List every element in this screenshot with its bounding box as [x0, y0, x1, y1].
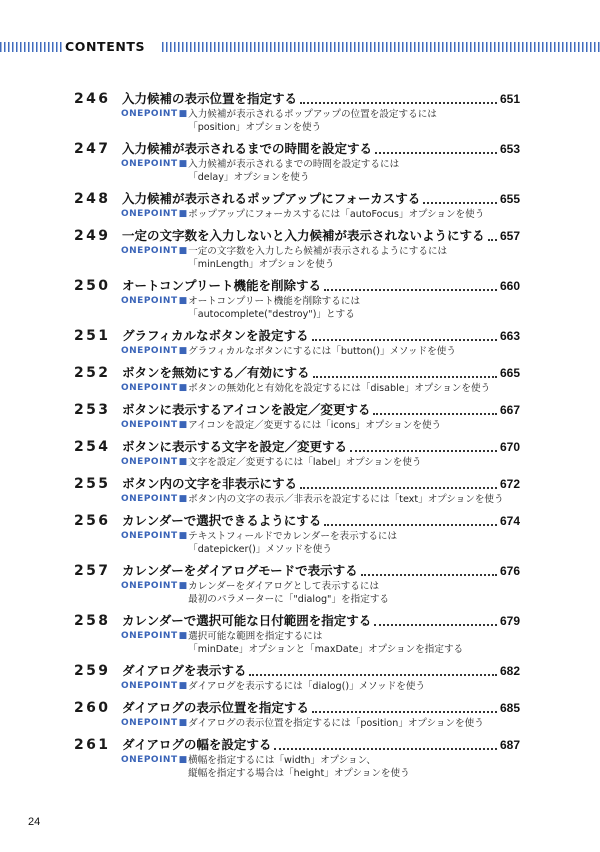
toc-entry[interactable] [74, 475, 520, 506]
dot-leader [324, 288, 497, 291]
onepoint-note [74, 245, 520, 271]
toc-entry[interactable] [74, 612, 520, 656]
onepoint-note [74, 295, 520, 321]
entry-number: 260 [74, 700, 111, 716]
entry-number: 248 [74, 191, 111, 207]
entry-number: 261 [74, 737, 111, 753]
toc-entry-heading[interactable] [74, 401, 520, 419]
onepoint-text [188, 208, 520, 221]
onepoint-label: ONEPOINT [121, 718, 178, 728]
entry-number: 251 [74, 328, 111, 344]
square-bullet-icon: ■ [178, 581, 188, 591]
dot-leader [324, 523, 497, 526]
square-bullet-icon: ■ [178, 246, 188, 256]
toc-entry-heading[interactable] [74, 190, 520, 208]
square-bullet-icon: ■ [178, 109, 188, 119]
entry-number: 257 [74, 563, 111, 579]
toc-entry[interactable] [74, 736, 520, 780]
toc-entry-heading[interactable] [74, 364, 520, 382]
entry-page-number[interactable]: 672 [499, 477, 520, 491]
entry-title[interactable]: 入力候補が表示されるポップアップにフォーカスする [122, 191, 421, 206]
onepoint-note [74, 456, 520, 469]
entry-title[interactable]: カレンダーで選択可能な日付範囲を指定する [122, 613, 372, 628]
square-bullet-icon: ■ [178, 383, 188, 393]
square-bullet-icon: ■ [178, 420, 188, 430]
onepoint-line: グラフィカルなボタンにするには「button()」メソッドを使う [188, 346, 456, 357]
entry-title[interactable]: ボタンに表示する文字を設定／変更する [122, 439, 348, 454]
entry-page-number[interactable]: 660 [499, 279, 520, 293]
square-bullet-icon: ■ [178, 209, 188, 219]
onepoint-line: カレンダーをダイアログとして表示するには [188, 581, 380, 592]
entry-title[interactable]: 入力候補が表示されるまでの時間を設定する [122, 141, 373, 156]
entry-title[interactable]: ボタン内の文字を非表示にする [122, 476, 298, 491]
entry-title[interactable]: ダイアログの表示位置を指定する [122, 700, 309, 715]
entry-page-number[interactable]: 657 [499, 229, 520, 243]
onepoint-line: 「datepicker()」メソッドを使う [188, 544, 332, 555]
contents-header [0, 38, 600, 56]
onepoint-text [188, 680, 520, 693]
onepoint-label: ONEPOINT [121, 631, 178, 641]
onepoint-line: ダイアログの表示位置を指定するには「position」オプションを使う [188, 718, 484, 729]
toc-entry[interactable] [74, 277, 520, 321]
onepoint-text [188, 456, 520, 469]
onepoint-line: 入力候補が表示されるまでの時間を設定するには [188, 159, 400, 170]
entry-page-number[interactable]: 682 [499, 664, 520, 678]
page-title: CONTENTS [65, 39, 146, 54]
entry-page-number[interactable]: 679 [499, 614, 520, 628]
toc-entry[interactable] [74, 562, 520, 606]
toc-entry-heading[interactable] [74, 736, 520, 754]
onepoint-label: ONEPOINT [121, 383, 178, 393]
entry-page-number[interactable]: 676 [499, 564, 520, 578]
toc-entry-heading[interactable] [74, 227, 520, 245]
onepoint-label: ONEPOINT [121, 494, 178, 504]
entry-number: 249 [74, 228, 111, 244]
square-bullet-icon: ■ [178, 457, 188, 467]
entry-number: 253 [74, 402, 111, 418]
onepoint-text [188, 493, 520, 506]
onepoint-line: 一定の文字数を入力したら候補が表示されるようにするには [188, 246, 448, 257]
toc-entry-heading[interactable] [74, 612, 520, 630]
onepoint-line: 「position」オプションを使う [188, 122, 322, 133]
onepoint-text [188, 245, 520, 271]
entry-title[interactable]: カレンダーをダイアログモードで表示する [122, 563, 358, 578]
onepoint-line: 選択可能な範囲を指定するには [188, 631, 323, 642]
onepoint-note [74, 208, 520, 221]
onepoint-line: ボタン内の文字の表示／非表示を設定するには「text」オプションを使う [188, 494, 504, 505]
toc-entry[interactable] [74, 512, 520, 556]
onepoint-label: ONEPOINT [121, 209, 178, 219]
onepoint-label: ONEPOINT [121, 531, 178, 541]
onepoint-line: 最初のパラメーターに「"dialog"」を指定する [188, 594, 390, 605]
square-bullet-icon: ■ [178, 631, 188, 641]
onepoint-label: ONEPOINT [121, 109, 178, 119]
toc-entry[interactable] [74, 227, 520, 271]
toc-entry-heading[interactable] [74, 438, 520, 456]
dot-leader [373, 412, 497, 415]
entry-title[interactable]: 入力候補の表示位置を指定する [122, 91, 298, 106]
onepoint-line: 「minLength」オプションを使う [188, 259, 335, 270]
onepoint-note [74, 382, 520, 395]
entry-page-number[interactable]: 663 [499, 329, 520, 343]
onepoint-line: 「minDate」オプションと「maxDate」オプションを指定する [188, 644, 464, 655]
onepoint-line: 横幅を指定するには「width」オプション、 [188, 755, 377, 766]
square-bullet-icon: ■ [178, 718, 188, 728]
square-bullet-icon: ■ [178, 494, 188, 504]
onepoint-note [74, 680, 520, 693]
onepoint-line: テキストフィールドでカレンダーを表示するには [188, 531, 398, 542]
dot-leader [423, 201, 497, 204]
onepoint-note [74, 754, 520, 780]
onepoint-line: 文字を設定／変更するには「label」オプションを使う [188, 457, 422, 468]
square-bullet-icon: ■ [178, 346, 188, 356]
onepoint-label: ONEPOINT [121, 246, 178, 256]
onepoint-text [188, 754, 520, 780]
entry-title[interactable]: オートコンプリート機能を削除する [122, 278, 322, 293]
onepoint-line: 縦幅を指定する場合は「height」オプションを使う [188, 768, 410, 779]
entry-page-number[interactable]: 655 [499, 192, 520, 206]
dot-leader [488, 238, 497, 241]
onepoint-label: ONEPOINT [121, 457, 178, 467]
dot-leader [312, 710, 497, 713]
onepoint-note [74, 530, 520, 556]
onepoint-note [74, 580, 520, 606]
toc-entry[interactable] [74, 438, 520, 469]
onepoint-label: ONEPOINT [121, 755, 178, 765]
dot-leader [300, 486, 497, 489]
toc-entry[interactable] [74, 140, 520, 184]
toc-entry-heading[interactable] [74, 277, 520, 295]
entry-title[interactable]: グラフィカルなボタンを設定する [122, 328, 309, 343]
entry-title[interactable]: ボタンを無効にする／有効にする [122, 365, 310, 380]
entry-page-number[interactable]: 670 [499, 440, 520, 454]
entry-number: 255 [74, 476, 111, 492]
toc-entry[interactable] [74, 190, 520, 221]
onepoint-text [188, 295, 520, 321]
onepoint-line: ポップアップにフォーカスするには「autoFocus」オプションを使う [188, 209, 485, 220]
dot-leader [313, 375, 497, 378]
square-bullet-icon: ■ [178, 159, 188, 169]
entry-page-number[interactable]: 653 [499, 142, 520, 156]
entry-number: 250 [74, 278, 111, 294]
onepoint-text [188, 345, 520, 358]
entry-number: 252 [74, 365, 111, 381]
onepoint-line: オートコンプリート機能を削除するには [188, 296, 361, 307]
onepoint-label: ONEPOINT [121, 681, 178, 691]
dot-leader [249, 673, 497, 676]
onepoint-note [74, 345, 520, 358]
toc-entry-heading[interactable] [74, 327, 520, 345]
onepoint-note [74, 493, 520, 506]
toc-entry-heading[interactable] [74, 475, 520, 493]
toc-entry[interactable] [74, 364, 520, 395]
entry-page-number[interactable]: 667 [499, 403, 520, 417]
toc-entry[interactable] [74, 699, 520, 730]
toc-entry-heading[interactable] [74, 512, 520, 530]
onepoint-text [188, 108, 520, 134]
entry-number: 246 [74, 91, 111, 107]
square-bullet-icon: ■ [178, 755, 188, 765]
entry-number: 256 [74, 513, 111, 529]
dot-leader [375, 151, 497, 154]
toc-entry-heading[interactable] [74, 662, 520, 680]
toc-entry-heading[interactable] [74, 140, 520, 158]
onepoint-text [188, 382, 520, 395]
entry-page-number[interactable]: 687 [499, 738, 520, 752]
onepoint-note [74, 108, 520, 134]
dot-leader [274, 747, 497, 750]
toc-entry[interactable] [74, 90, 520, 134]
entry-page-number[interactable]: 674 [499, 514, 520, 528]
entry-page-number[interactable]: 651 [499, 92, 520, 106]
onepoint-text [188, 580, 520, 606]
onepoint-line: ダイアログを表示するには「dialog()」メソッドを使う [188, 681, 426, 692]
onepoint-text [188, 530, 520, 556]
onepoint-label: ONEPOINT [121, 581, 178, 591]
onepoint-text [188, 158, 520, 184]
table-of-contents [74, 90, 520, 786]
onepoint-label: ONEPOINT [121, 159, 178, 169]
square-bullet-icon: ■ [178, 681, 188, 691]
dot-leader [361, 573, 497, 576]
onepoint-note [74, 717, 520, 730]
toc-entry-heading[interactable] [74, 90, 520, 108]
entry-title[interactable]: ボタンに表示するアイコンを設定／変更する [122, 402, 371, 417]
square-bullet-icon: ■ [178, 531, 188, 541]
header-stripe-left [0, 42, 62, 52]
toc-entry[interactable] [74, 327, 520, 358]
onepoint-note [74, 630, 520, 656]
entry-page-number[interactable]: 685 [499, 701, 520, 715]
dot-leader [374, 623, 497, 626]
header-stripe-right [162, 42, 600, 52]
toc-entry[interactable] [74, 662, 520, 693]
onepoint-note [74, 158, 520, 184]
entry-page-number[interactable]: 665 [499, 366, 520, 380]
onepoint-text [188, 419, 520, 432]
square-bullet-icon: ■ [178, 296, 188, 306]
entry-number: 259 [74, 663, 111, 679]
onepoint-label: ONEPOINT [121, 420, 178, 430]
toc-entry-heading[interactable] [74, 699, 520, 717]
onepoint-line: アイコンを設定／変更するには「icons」オプションを使う [188, 420, 442, 431]
page-number: 24 [28, 816, 41, 828]
onepoint-text [188, 717, 520, 730]
toc-entry[interactable] [74, 401, 520, 432]
entry-title[interactable]: 一定の文字数を入力しないと入力候補が表示されないようにする [122, 228, 485, 243]
entry-number: 247 [74, 141, 111, 157]
onepoint-line: 入力候補が表示されるポップアップの位置を設定するには [188, 109, 437, 120]
dot-leader [300, 101, 497, 104]
entry-title[interactable]: ダイアログの幅を設定する [122, 737, 272, 752]
onepoint-label: ONEPOINT [121, 346, 178, 356]
onepoint-line: 「autocomplete("destroy")」とする [188, 309, 355, 320]
entry-number: 258 [74, 613, 111, 629]
dot-leader [312, 338, 497, 341]
entry-number: 254 [74, 439, 111, 455]
onepoint-label: ONEPOINT [121, 296, 178, 306]
onepoint-line: ボタンの無効化と有効化を設定するには「disable」オプションを使う [188, 383, 491, 394]
onepoint-line: 「delay」オプションを使う [188, 172, 310, 183]
onepoint-note [74, 419, 520, 432]
dot-leader [350, 449, 497, 452]
toc-entry-heading[interactable] [74, 562, 520, 580]
entry-title[interactable]: カレンダーで選択できるようにする [122, 513, 322, 528]
onepoint-text [188, 630, 520, 656]
entry-title[interactable]: ダイアログを表示する [122, 663, 247, 678]
